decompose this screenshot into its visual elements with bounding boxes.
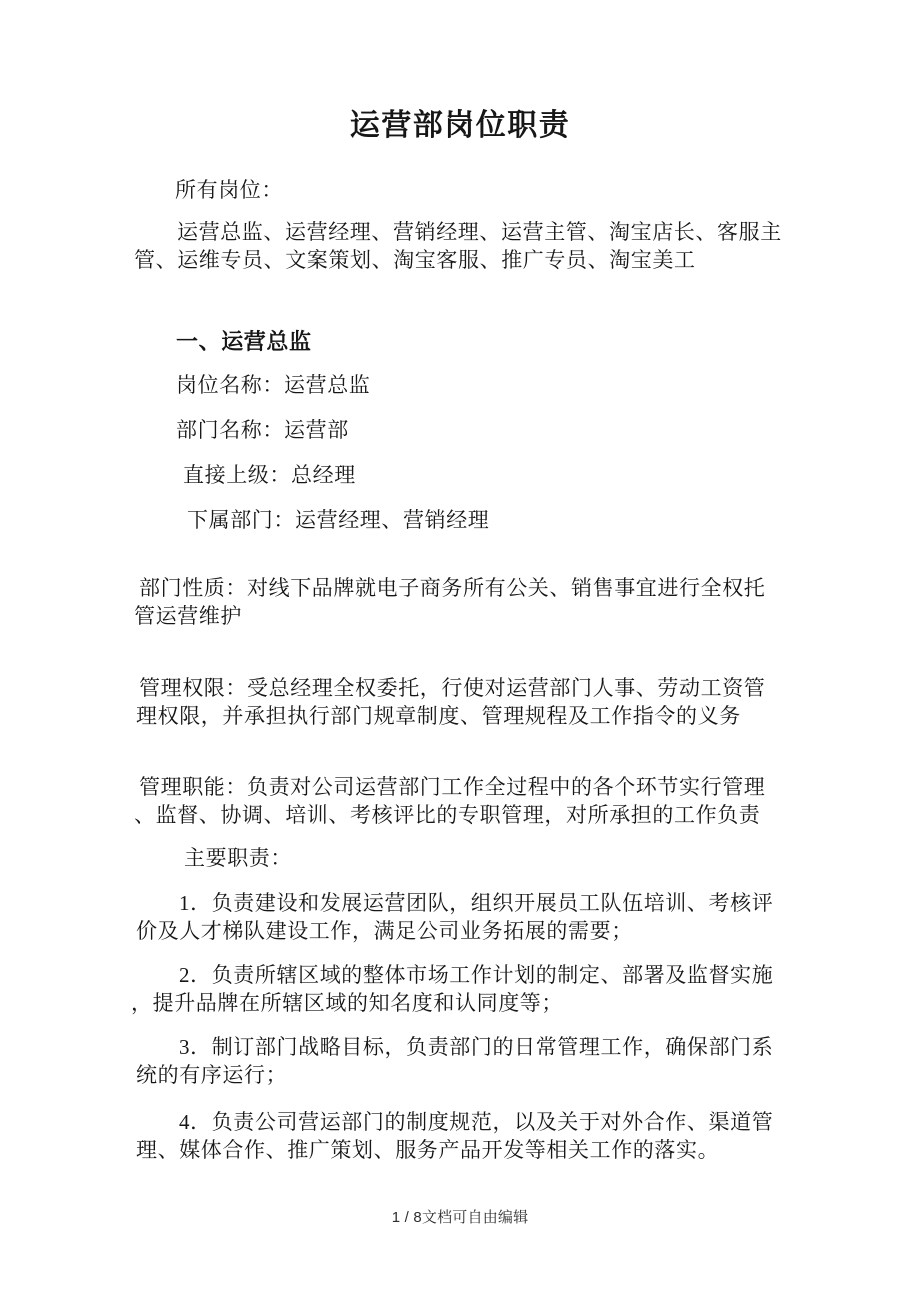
department-nature-line-1: 部门性质：对线下品牌就电子商务所有公关、销售事宜进行全权托 — [139, 576, 766, 600]
duty-1-line-2: 价及人才梯队建设工作，满足公司业务拓展的需要； — [136, 919, 633, 943]
section-1-heading: 一、运营总监 — [176, 329, 312, 354]
duty-2-line-2: ，提升品牌在所辖区域的知名度和认同度等； — [131, 991, 563, 1015]
department-name-line: 部门名称：运营部 — [176, 418, 349, 442]
duty-1-line-1: 1．负责建设和发展运营团队，组织开展员工队伍培训、考核评 — [179, 891, 774, 915]
management-function-line-1: 管理职能：负责对公司运营部门工作全过程中的各个环节实行管理 — [139, 775, 766, 799]
duty-4-line-2: 理、媒体合作、推广策划、服务产品开发等相关工作的落实。 — [136, 1138, 720, 1162]
document-title: 运营部岗位职责 — [349, 109, 571, 142]
direct-superior-line: 直接上级：总经理 — [183, 463, 356, 487]
management-authority-line-1: 管理权限：受总经理全权委托，行使对运营部门人事、劳动工资管 — [139, 676, 766, 700]
duty-2-line-1: 2．负责所辖区域的整体市场工作计划的制定、部署及监督实施 — [179, 963, 774, 987]
management-authority-line-2: 理权限，并承担执行部门规章制度、管理规程及工作指令的义务 — [136, 704, 741, 728]
all-positions-label: 所有岗位： — [175, 178, 283, 202]
positions-list-line-1: 运营总监、运营经理、营销经理、运营主管、淘宝店长、客服主 — [177, 220, 782, 244]
main-duties-label: 主要职责： — [184, 846, 292, 870]
subordinate-departments-line: 下属部门：运营经理、营销经理 — [187, 508, 490, 532]
duty-4-line-1: 4．负责公司营运部门的制度规范，以及关于对外合作、渠道管 — [179, 1110, 774, 1134]
duty-3-line-2: 统的有序运行； — [136, 1063, 288, 1087]
positions-list-line-2: 管、运维专员、文案策划、淘宝客服、推广专员、淘宝美工 — [134, 248, 696, 272]
management-function-line-2: 、监督、协调、培训、考核评比的专职管理，对所承担的工作负责 — [134, 803, 761, 827]
department-nature-line-2: 管运营维护 — [134, 604, 242, 628]
page-footer: 1 / 8文档可自由编辑 — [391, 1209, 529, 1226]
duty-3-line-1: 3．制订部门战略目标，负责部门的日常管理工作，确保部门系 — [179, 1035, 774, 1059]
position-name-line: 岗位名称：运营总监 — [176, 373, 371, 397]
